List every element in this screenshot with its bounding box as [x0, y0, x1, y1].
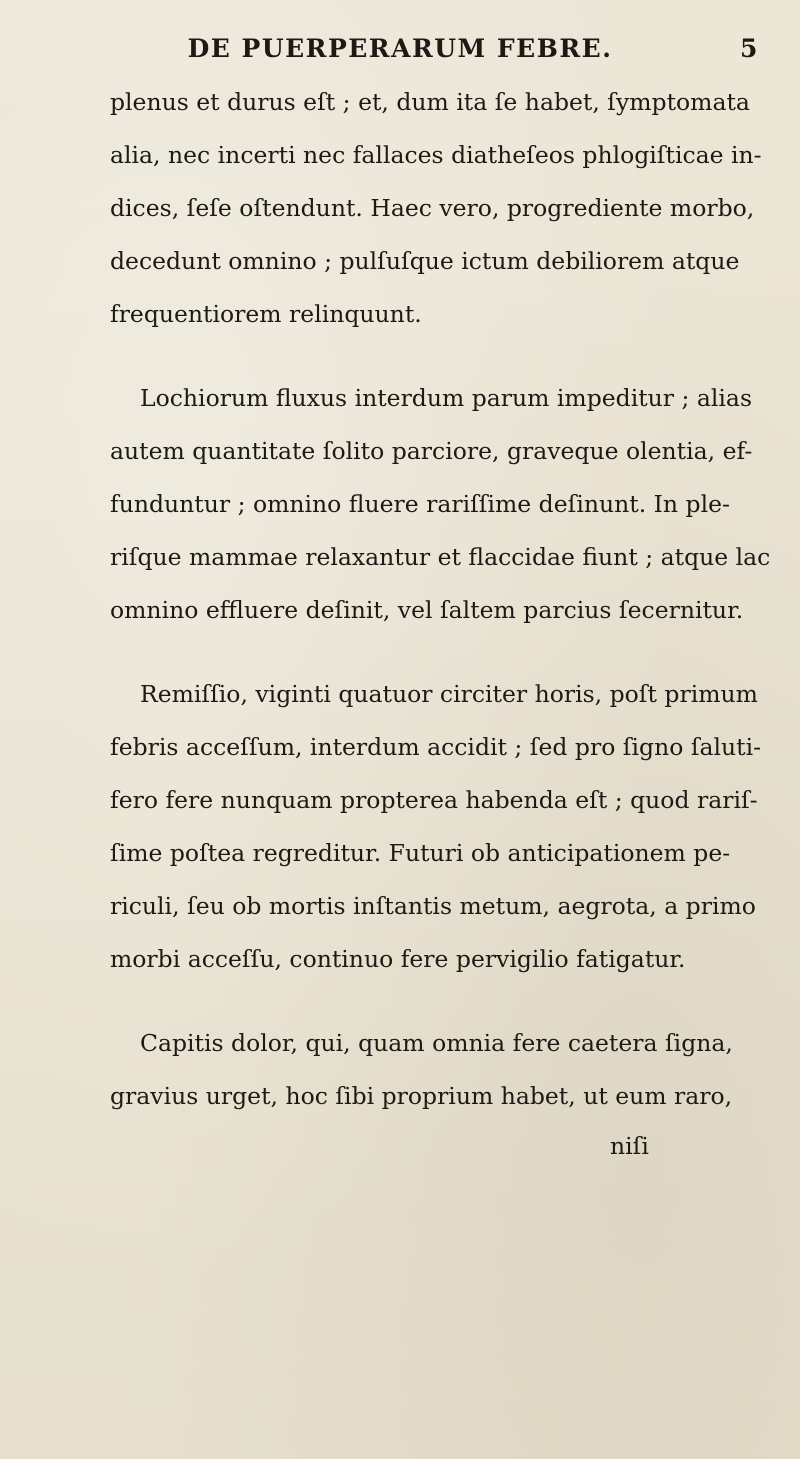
text-line: Remiſſio, viginti quatuor circiter horis, poſt primum: [140, 680, 758, 708]
text-line: autem quantitate ſolito parciore, graveque olentia, ef-: [110, 437, 753, 465]
text-line: fero fere nunquam propterea habenda eſt ; quod rariſ-: [110, 786, 758, 814]
text-line: riculi, ſeu ob mortis inſtantis metum, aegrota, a primo: [110, 892, 756, 920]
text-line: morbi acceſſu, continuo fere pervigilio fatigatur.: [110, 945, 686, 973]
text-line: Capitis dolor, qui, quam omnia fere caetera ſigna,: [140, 1029, 733, 1057]
text-line: omnino effluere deſinit, vel ſaltem parcius ſecernitur.: [110, 596, 744, 624]
text-line: riſque mammae relaxantur et flaccidae fiunt ; atque lac: [110, 543, 771, 571]
running-title: DE PUERPERARUM FEBRE.: [187, 34, 613, 63]
text-line: dices, ſeſe oſtendunt. Haec vero, progrediente morbo,: [110, 194, 755, 222]
text-line: ſime poſtea regreditur. Futuri ob anticipationem pe-: [110, 839, 731, 867]
page-number: 5: [740, 34, 758, 63]
text-line: Lochiorum fluxus interdum parum impeditur ; alias: [140, 384, 752, 412]
text-line: frequentiorem relinquunt.: [110, 300, 422, 328]
text-line: funduntur ; omnino fluere rariſſime deſinunt. In ple-: [110, 490, 730, 518]
text-line: febris acceſſum, interdum accidit ; ſed pro ſigno ſaluti-: [110, 733, 762, 761]
text-line: alia, nec incerti nec fallaces diatheſeos phlogiſticae in-: [110, 141, 762, 169]
text-line: plenus et durus eſt ; et, dum ita ſe habet, ſymptomata: [110, 88, 750, 116]
catchword: niſi: [610, 1132, 649, 1160]
text-line: decedunt omnino ; pulſuſque ictum debiliorem atque: [110, 247, 740, 275]
text-line: gravius urget, hoc ſibi proprium habet, ut eum raro,: [110, 1082, 733, 1110]
